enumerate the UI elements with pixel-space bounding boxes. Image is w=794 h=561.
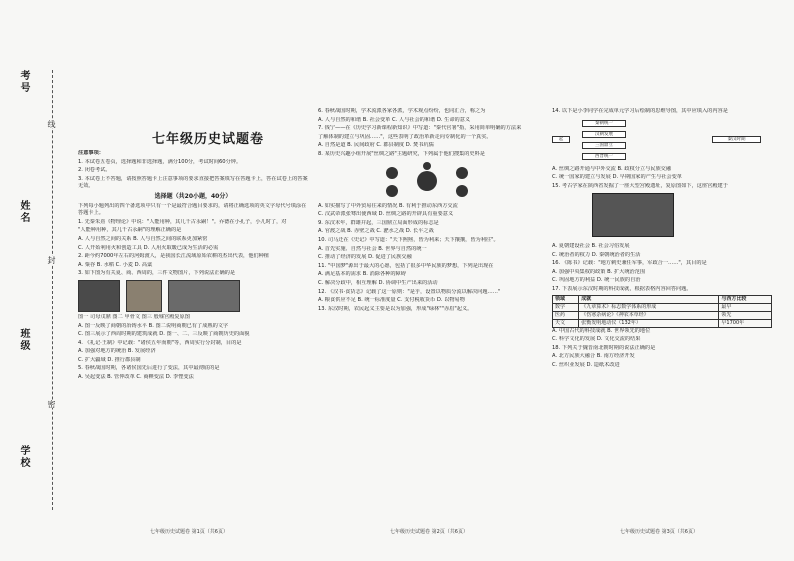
question-text: A. 人与自然的和谐 B. 社会变革 C. 人与社会的和谐 D. 生命的意义 [318, 116, 471, 123]
notes-heading: 注意事项： [78, 150, 104, 156]
question-text: 图一 司母戊鼎 图二 甲骨文 图三 殷墟宫殿复原图 [78, 313, 190, 320]
question-stem: 11. "中国梦"源出于最大的心愿，包括了很多中华民族的梦想，下列是出现在 [318, 262, 494, 269]
note-item: 3. 本试卷上不答题，请按照答题卡上注意事项的要求直接把答案填写在答题卡上，答在试卷上的答案无效。 [78, 175, 308, 190]
diagram-node [423, 162, 431, 170]
silk-road-diagram [367, 161, 487, 201]
page-footer: 七年级历史试题卷 第2页（共6页） [390, 529, 468, 535]
mind-map-node: 西晋统一 [582, 153, 626, 160]
mind-map [552, 118, 772, 164]
question-text: C. 推动了经济的发展 D. 促进了民族交融 [318, 254, 412, 261]
page-3-column [552, 108, 772, 518]
palace-image [168, 280, 240, 312]
question-stem: 12. 《汉书·食货志》记载了这一原则："是乎，设置以物质分流以解决问题……" [318, 288, 501, 295]
section-heading: 选择题（共20小题，40分） [154, 192, 232, 200]
page-footer: 七年级历史试题卷 第3页（共6页） [620, 529, 698, 535]
page-1-column [78, 150, 308, 520]
label-school: 学校 [18, 445, 29, 469]
question-stem: 6. 春秋战国时期，学术流派各家各派，学术观点纷纷，也同汇合，称之为 [318, 108, 486, 114]
label-name: 姓名 [18, 200, 29, 224]
exam-title: 七年级历史试题卷 [151, 132, 264, 147]
question-stem: 18. 下列关于魏晋南北朝时期的说法正确的是 [552, 344, 656, 351]
question-stem: 9. 东汉末年，群雄并起，三国鼎立局面形成的标志是 [318, 219, 439, 226]
question-stem: 14. 以下是小李同学在完成单元学习后绘制的思维导图，其中应填入的内容是 [552, 108, 728, 114]
question-text: A. 图一反映了商朝的冶铸水平 B. 图二说明商朝已有了成熟的文字 [78, 322, 229, 329]
palace-model-image [592, 193, 674, 237]
question-text: A. 粟谷 B. 水稻 C. 小麦 D. 高粱 [78, 261, 153, 268]
page-2-column [318, 108, 536, 518]
mind-map-node: 起 [552, 136, 570, 143]
table-row [553, 303, 772, 311]
diagram-node [417, 171, 437, 191]
question-text: C. 解决分歧中，相互理解 D. 协调中生产出来的活动 [318, 279, 438, 286]
diagram-node [386, 167, 398, 179]
question-text: C. 人开始利用火和创造工具 D. 人用火取暖已成为生活的必需 [78, 244, 219, 251]
question-stem: 15. 考古学家在陕西省发掘了一座大型宫殿遗址，复原图如下，这座宫殿建于 [552, 182, 728, 189]
bronze-ding-image [78, 280, 120, 312]
table-cell: 数学 [553, 303, 579, 311]
achievements-table [552, 295, 772, 328]
table-cell: 早1700年 [719, 319, 772, 327]
question-stem: 5. 春秋战国时期，各诸侯国先后进行了变法，其中最彻底的是 [78, 365, 220, 372]
mind-map-node: 秦朝统一 [582, 120, 626, 127]
question-text: C. 巩固地方的利益 D. 统一民族的自治 [552, 277, 641, 284]
page-footer: 七年级历史试题卷 第1页（共6页） [150, 529, 228, 535]
diagram-node [456, 167, 468, 179]
question-text: A. 加强对地方的统治 B. 发展经济 [78, 348, 156, 355]
question-text: A. 中国古代的科技成就 B. 世界领先的地位 [552, 327, 651, 334]
question-text: A. 加强中央集权的政策 B. 扩大统治范围 [552, 268, 646, 275]
question-text: A. 满足基本的需求 B. 消除各种的障碍 [318, 271, 406, 278]
table-cell: 《伤寒杂病论》《神农本草经》 [579, 311, 719, 319]
question-text: A. 首先实施、自然与社会 B. 世界与自然的统一 [318, 245, 427, 252]
table-cell: 《九章算术》标志数学体系的形成 [579, 303, 719, 311]
binding-margin [0, 60, 70, 520]
table-header-cell: 成就 [579, 295, 719, 303]
table-row [553, 311, 772, 319]
mind-map-node: 秦汉时期 [712, 136, 761, 143]
question-stem: 10. 司马迁在《史记》中写道："天下熙熙，皆为利来；天下攘攘，皆为利往"。 [318, 236, 499, 243]
table-row [553, 319, 772, 327]
table-header-row [553, 295, 772, 303]
question-text: A. 北方民族大融合 B. 南方经济开发 [552, 353, 635, 360]
mind-map-node: 三国鼎立 [582, 142, 626, 149]
question-text: "人能种用种，其几千古永嗣"的理解正确的是 [78, 227, 182, 234]
note-item: 1. 本试卷五卷页，选择题和非选择题，满分100分，考试时间60分钟。 [78, 158, 242, 165]
table-cell: 最早 [719, 303, 772, 311]
question-text: A. 官渡之战 B. 赤壁之战 C. 淝水之战 D. 长平之战 [318, 228, 434, 235]
question-text: A. 夏朝建设社会 B. 社会习俗发展 [552, 242, 630, 249]
table-header-cell: 领域 [553, 295, 579, 303]
table-cell: 张衡发明地动仪（132年） [579, 319, 719, 327]
mind-map-node: 汉朝发展 [582, 131, 626, 138]
label-class: 班级 [18, 328, 29, 352]
question-stem: 16. 《陈书》记载："地方刺史兼任军事，军政合一……"，其目的是 [552, 260, 707, 267]
table-cell: 领先 [719, 311, 772, 319]
table-cell: 医药 [553, 311, 579, 319]
seal-line [52, 70, 53, 510]
question-text: A. 自然是道 B. 民间政府 C. 郡县制度 D. 焚书坑儒 [318, 142, 434, 149]
note-item: 2. 闭卷考试。 [78, 167, 111, 174]
question-text: A. 如实描写了中外贸易往来的情况 B. 有利于推动东西方交流 [318, 202, 458, 209]
seal-mark-secret: 密 [47, 400, 56, 408]
question-stem: 13. 东汉时期，农民起义主要是以为加强，形成"绿林""赤眉"起义。 [318, 305, 473, 312]
question-list [78, 219, 308, 382]
question-text: C. 丝织业发展 D. 造纸术改进 [552, 361, 620, 368]
question-text: A. 吴起变法 B. 管仲改革 C. 商鞅变法 D. 李悝变法 [78, 374, 194, 381]
question-text: C. 图三展示了西周时期的建筑成就 D. 图一、二、三反映了商朝历史的面貌 [78, 331, 250, 338]
diagram-svg [367, 161, 487, 201]
seal-mark-line: 线 [47, 120, 56, 128]
question-text: C. 扩大疆域 D. 推行郡县制 [78, 356, 141, 363]
table-header-cell: 与西方比较 [719, 295, 772, 303]
question-stem: 2. 距今约7000年左右的河姆渡人，是我国长江流域原始农耕的杰出代表，他们种植 [78, 253, 269, 260]
question-list [318, 108, 536, 313]
question-text: C. 科学文化的发展 D. 文化交流的结果 [552, 336, 641, 343]
question-stem: 8. 某历史兴趣小组开展"丝绸之路"主题研究，下列属于他们搜集的史料是 [318, 150, 485, 157]
question-text: C. 汉武帝派张骞出使西域 D. 丝绸之路的开辟具有重要意义 [318, 211, 454, 218]
question-text: A. 丝绸之路开通与中外交流 B. 政权分立与民族交融 [552, 165, 672, 172]
oracle-bone-image [126, 280, 162, 312]
table-cell: 天文 [553, 319, 579, 327]
section-instructions: 下列每小题列出的四个备选项中只有一个是最符合题目要求的，请将正确选项的英文字母代号填涂在答题卡上。 [78, 202, 307, 217]
question-text: C. 统一国家的建立与发展 D. 早期国家的产生与社会变革 [552, 174, 682, 181]
question-stem: 1. 先秦朱熹《物理论》中说："人能用种，其几千古永嗣！"。乔德在小孔子，小儿时了，对 [78, 218, 287, 225]
label-exam-number: 考号 [18, 70, 29, 94]
question-text: C. 统治者的权力 D. 秦朝统治者的生活 [552, 251, 641, 258]
question-text: 了解体制的建立与巩固……"，这些表明了政治革新走向专制化的一个真实。 [318, 133, 492, 140]
figure-row [78, 280, 308, 312]
seal-mark-seal: 封 [47, 256, 56, 264]
question-stem: 17. 下表展示东汉时期的科技成就，根据表格内容回答问题。 [552, 285, 692, 292]
diagram-node [386, 185, 398, 197]
question-list [552, 108, 772, 370]
question-text: A. 粮食供应不足 B. 统一标准度量 C. 支付税收货币 D. 以物易物 [318, 297, 465, 304]
question-stem: 4. 《礼记·王制》中记载："诸侯五年而朝"等，西周实行分封制，目的是 [78, 339, 242, 346]
question-stem: 7. 钱宁——在《历史学习新课程新知识》中写道："秦代官署"指，采用简单明确的方法来 [318, 125, 522, 132]
question-text: A. 人与自然之间的关系 B. 人与自然之间的联系更加紧密 [78, 235, 208, 242]
diagram-node [456, 185, 468, 197]
question-stem: 3. 如下图为有关夏、商、西周的，三件文物图片，下列说法正确的是 [78, 270, 236, 277]
